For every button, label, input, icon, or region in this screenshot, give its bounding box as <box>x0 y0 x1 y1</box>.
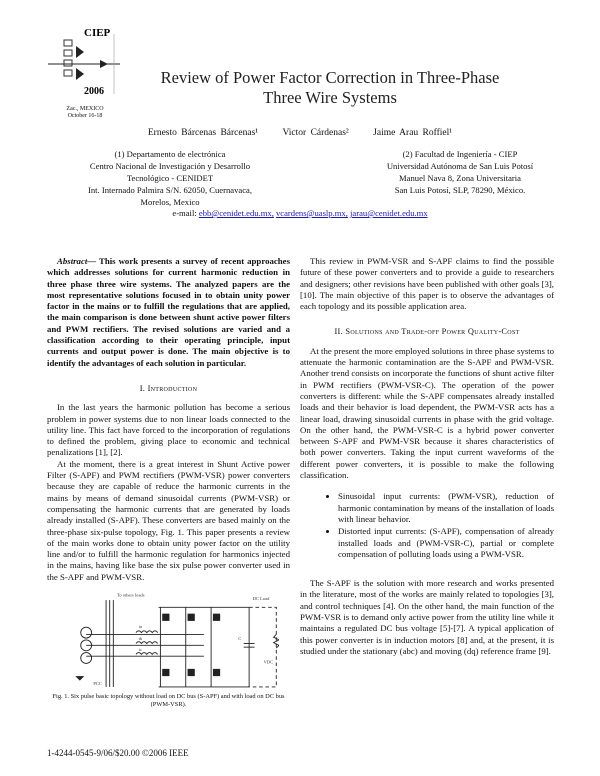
affiliation-line: Int. Internado Palmira S/N. 62050, Cuernavaca, <box>88 185 252 195</box>
affiliation-line: (2) Facultad de Ingeniería - CIEP <box>402 149 518 159</box>
svg-text:2006: 2006 <box>84 86 104 97</box>
affiliation-line: Universidad Autónoma de San Luis Potosí <box>386 161 534 171</box>
affiliation-line: Centro Nacional de Investigación y Desarrollo <box>89 161 251 171</box>
logo-location: Zac., MEXICO <box>66 106 104 112</box>
affiliation-right <box>380 148 540 196</box>
figure-1-circuit <box>59 589 279 689</box>
affiliation-line: San Luis Potosí, SLP, 78290, México. <box>394 185 526 195</box>
affiliation-line: Manuel Nava 8, Zona Universitaria <box>399 173 521 183</box>
label-pcc: PCC <box>92 681 102 687</box>
abstract <box>47 256 290 369</box>
email-line <box>0 208 600 218</box>
label-vdc: VDC <box>263 659 273 665</box>
classification-list <box>300 491 554 560</box>
email-link[interactable]: jarau@cenidet.edu.mx <box>350 208 428 218</box>
email-link[interactable]: ebb@cenidet.edu.mx, <box>198 208 274 218</box>
label-ic: ic <box>138 646 142 652</box>
paragraph: The S-APF is the solution with more research and works presented in the literature, most of the works are mainly related to topologies [3], and control techniques [4]. On the other hand, the main function of the PWM-VSR is to demand only active power from the utility line while it maintains a regulated DC bus voltage [5]-[7]. A typical application of this power converter is in induction motors [8] and, at the present, it is studied under the stationary (abc) and moving (dq) reference frame [9]. <box>300 578 554 656</box>
section-heading: II. Solutions and Trade-off Power Quality-Cost <box>334 327 520 337</box>
list-item: • Sinusoidal input currents: (PWM-VSR), reduction of harmonic contamination by means of the installation of loads with linear behavior. <box>338 491 554 525</box>
title-line-2: Three Wire Systems <box>263 88 397 107</box>
section-heading: I. Introduction <box>139 383 198 393</box>
label-ib: ib <box>138 635 142 641</box>
ciep-logo <box>48 24 120 104</box>
list-item: • Distorted input currents: (S-APF), compensation of already installed loads and (PWM-VSR-C), partial or complete compensation of polluting loads using a PWM-VSR. <box>338 526 554 560</box>
abstract-text: This work presents a survey of recent approaches which addresses solutions for current harmonic reduction in three phase three wire systems. The analyzed papers are the most representative solutions focused in to obtain unity power factor in the mains or to fulfill the regulations that are applied, the main comparison is done between shunt active power filters and PWM rectifiers. The revised solutions are varied and a classification according to their operating principle, input currents and output power is done. The main objective is to identify the advantages of each solution in particular. <box>47 256 290 368</box>
author: Jaime Arau Roffiel¹ <box>373 128 453 138</box>
left-column <box>47 256 290 709</box>
paragraph: At the present the more employed solutions in three phase systems to attenuate the harmonic contamination are the S-APF and PWM-VSR. Another trend consists on incorporate the functions of shunt active filter in PWM rectifiers (PWM-VSR-C). The operation of the power converters is different: while the S-APF compensates already installed loads and their behavior is load dependent, the PWM-VSR acts has a linear load, drawing sinusoidal currents in phase with the grid voltage. On the other hand, the PWM-VSR-C is a hybrid power converter between S-APF and PWM-VSR because it shares characteristics of both power converters. Taking the input current waveforms of the different power converters, it is possible to make the following classification. <box>300 345 554 481</box>
label-to-loads: To others loads <box>116 592 144 598</box>
paragraph: In the last years the harmonic pollution has become a serious problem in power systems due to non linear loads connected to the utility line. This fact have forced to the incorporation of regulations to defined the problem, giving place to economic and technical penalizations [1], [2]. <box>47 402 290 458</box>
logo-dates: October 16-18 <box>67 113 103 119</box>
author: Ernesto Bárcenas Bárcenas¹ <box>147 128 259 138</box>
label-c: C <box>237 635 241 641</box>
label-ia: ia <box>138 624 142 630</box>
affiliation-line: Morelos, Mexico <box>140 197 200 207</box>
label-dc-load: DC Load <box>252 596 269 602</box>
paragraph: This review in PWM-VSR and S-APF claims to find the possible future of these power converters and to provide a guide to researchers and designers; other revisions have been published with other goals [3], [10]. The main objective of this paper is to observe the advantages of each topology and its possible application area. <box>300 256 554 312</box>
email-label: e-mail: <box>172 208 197 218</box>
affiliation-line: Tecnológico - CENIDET <box>126 173 214 183</box>
abstract-label: Abstract— <box>57 256 97 266</box>
logo-subtitle <box>40 106 130 120</box>
title-line-1: Review of Power Factor Correction in Three-Phase <box>160 68 500 87</box>
copyright-footer: 1-4244-0545-9/06/$20.00 ©2006 IEEE <box>47 748 189 758</box>
paper-title <box>150 68 510 108</box>
paragraph: At the moment, there is a great interest in Shunt Active power Filter (S-APF) and PWM rectifiers (PWM-VSR) power converters because they are capable of reduce the harmonic currents in the mains by means of demand sinusoidal currents (PWM-VSR) or compensating the harmonic currents that are generated by loads already installed (S-APF). These converters are based mainly on the three-phase six-pulse topology, Fig. 1. This paper presents a review of the main works done to obtain unity power factor on the utility line and/or to fulfill the harmonic regulation for harmonics injected in the mains, having like base the six pulse power converter used in the S-APF and PWM-VSR. <box>47 458 290 582</box>
affiliation-line: (1) Departamento de electrónica <box>114 149 226 159</box>
figure-caption: Fig. 1. Six pulse basic topology without load on DC bus (S-APF) and with load on DC bus (PWM-VSR). <box>52 693 285 709</box>
svg-text:CIEP: CIEP <box>84 27 111 39</box>
email-link[interactable]: vcardens@uaslp.mx, <box>276 208 348 218</box>
author: Victor Cárdenas² <box>282 128 349 138</box>
author-list <box>0 128 600 138</box>
affiliation-left <box>70 148 270 208</box>
right-column <box>300 256 554 657</box>
